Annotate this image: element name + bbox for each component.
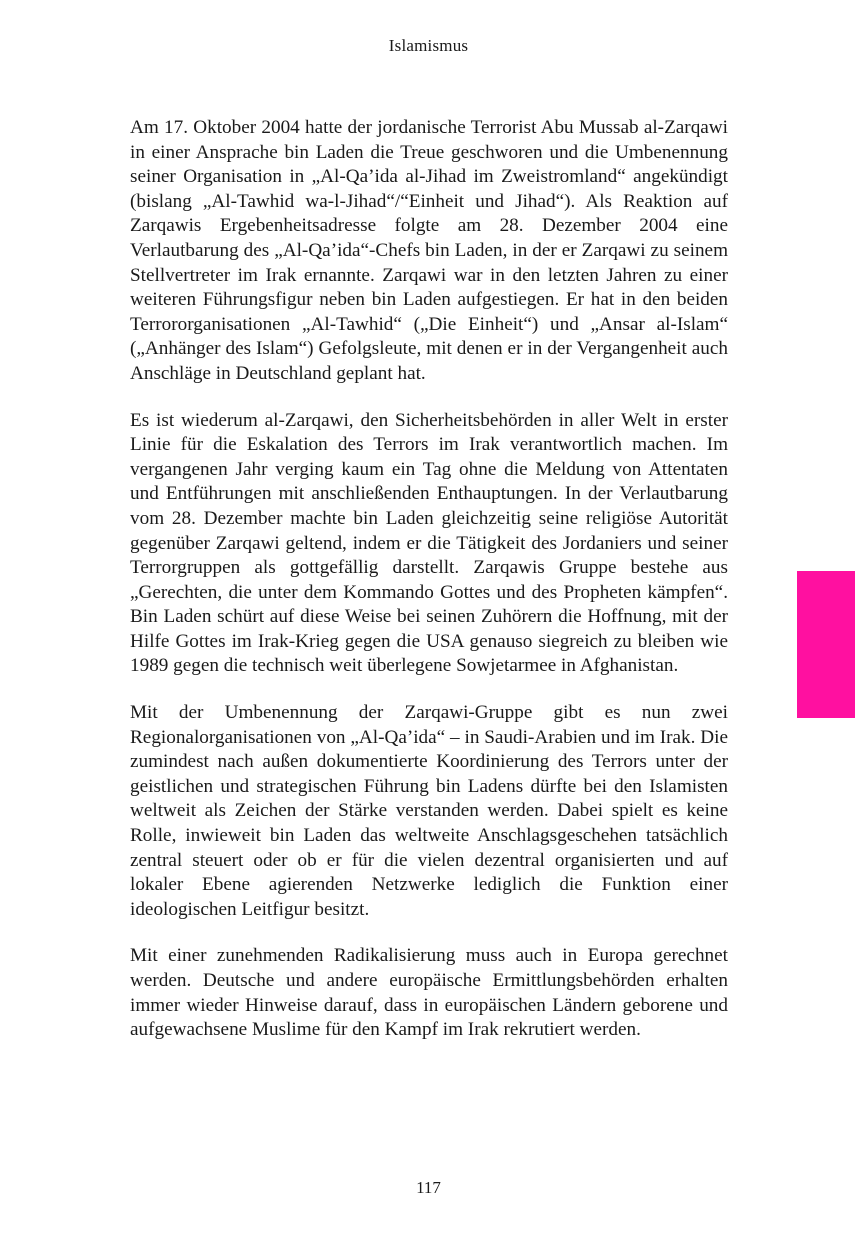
- chapter-thumb-tab: [797, 571, 855, 718]
- paragraph-1: Am 17. Oktober 2004 hatte der jordanische Terrorist Abu Mussab al-Zarqawi in einer Ansprache bin Laden die Treue geschworen und die Umbenennung seiner Organisation in „Al-Qa’ida al-Jihad im Zweistromland“ angekündigt (bislang „Al-Tawhid wa-l-Jihad“/“Einheit und Jihad“). Als Reaktion auf Zarqawis Ergebenheitsadresse folgte am 28. Dezember 2004 eine Verlautbarung des „Al-Qa’ida“-Chefs bin Laden, in der er Zarqawi zu seinem Stellvertreter im Irak ernannte. Zarqawi war in den letzten Jahren zu einer weiteren Führungsfigur neben bin Laden aufgestiegen. Er hat in den beiden Terrororganisationen „Al-Tawhid“ („Die Einheit“) und „Ansar al-Islam“ („Anhänger des Islam“) Gefolgsleute, mit denen er in der Vergangenheit auch Anschläge in Deutschland geplant hat.: [130, 117, 728, 384]
- paragraph-4: Mit einer zunehmenden Radikalisierung muss auch in Europa gerechnet werden. Deutsche und andere europäische Ermittlungsbehörden erhalten immer wieder Hinweise darauf, dass in europäischen Ländern geborene und aufgewachsene Muslime für den Kampf im Irak rekrutiert werden.: [130, 945, 728, 1041]
- running-header: Islamismus: [388, 36, 469, 55]
- paragraph-3: Mit der Umbenennung der Zarqawi-Gruppe gibt es nun zwei Regionalorganisationen von „Al-Qa’ida“ – in Saudi-Arabien und im Irak. Die zumindest nach außen dokumentierte Koordinierung des Terrors unter der geistlichen und strategischen Führung bin Ladens dürfte bei den Islamisten weltweit als Zeichen der Stärke verstanden werden. Dabei spielt es keine Rolle, inwieweit bin Laden das weltweite Anschlagsgeschehen tatsächlich zentral steuert oder ob er für die vielen dezentral organisierten und auf lokaler Ebene agierenden Netzwerke lediglich die Funktion einer ideologischen Leitfigur besitzt.: [130, 702, 728, 920]
- body-text: [130, 116, 728, 1065]
- page-number: 117: [416, 1178, 441, 1197]
- paragraph-2: Es ist wiederum al-Zarqawi, den Sicherheitsbehörden in aller Welt in erster Linie für die Eskalation des Terrors im Irak verantwortlich machen. Im vergangenen Jahr verging kaum ein Tag ohne die Meldung von Attentaten und Entführungen mit anschließenden Enthauptungen. In der Verlautbarung vom 28. Dezember machte bin Laden gleichzeitig seine religiöse Autorität gegenüber Zarqawi geltend, indem er die Tätigkeit des Jordaniers und seiner Terrorgruppen als gottgefällig darstellt. Zarqawis Gruppe bestehe aus „Gerechten, die unter dem Kommando Gottes und des Propheten kämpfen“. Bin Laden schürt auf diese Weise bei seinen Zuhörern die Hoffnung, mit der Hilfe Gottes im Irak-Krieg gegen die USA genauso siegreich zu bleiben wie 1989 gegen die technisch weit überlegene Sowjetarmee in Afghanistan.: [130, 409, 728, 677]
